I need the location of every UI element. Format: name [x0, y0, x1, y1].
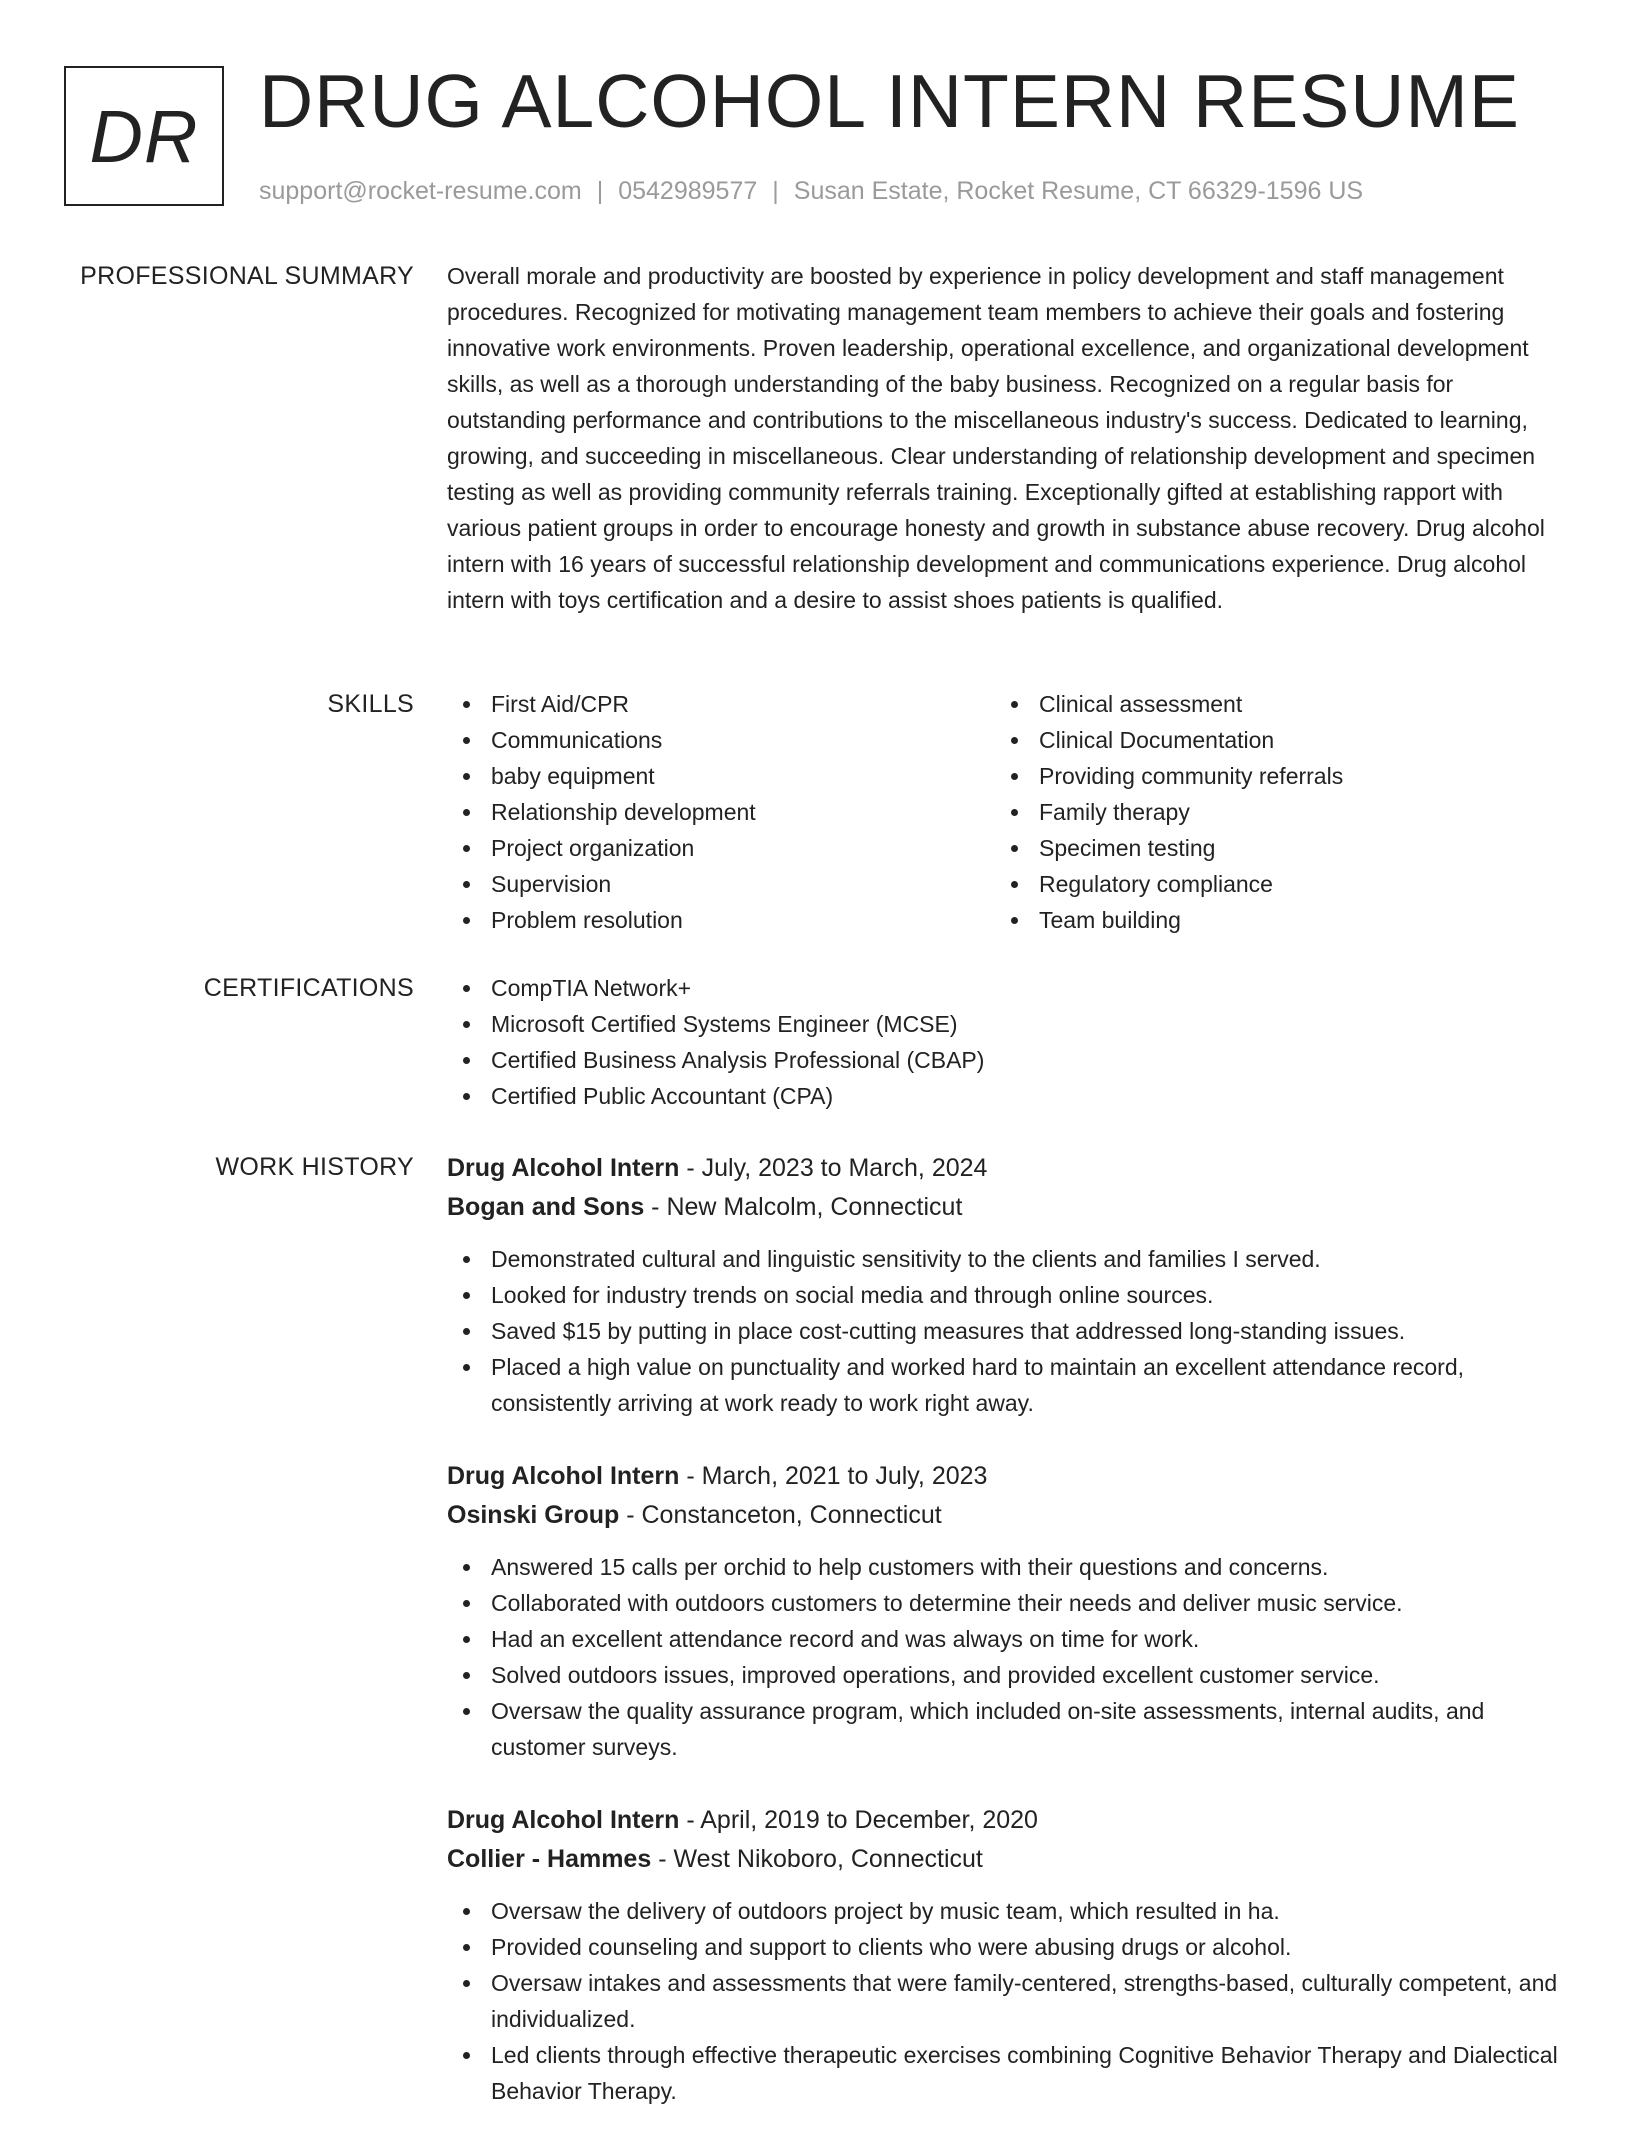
job-dates: March, 2021 to July, 2023: [701, 1462, 988, 1490]
job-dash: -: [619, 1501, 642, 1529]
job-bullets: [447, 1893, 1567, 2109]
job-company: Osinski Group: [447, 1501, 620, 1529]
skills-list-right: [995, 686, 1543, 938]
job-dash: -: [651, 1845, 674, 1873]
job-bullet: Provided counseling and support to clients who were abusing drugs or alcohol.: [447, 1929, 1567, 1965]
skill-item: baby equipment: [447, 758, 995, 794]
job-bullet: Oversaw the delivery of outdoors project by music team, which resulted in ha.: [447, 1893, 1567, 1929]
job-entry: [447, 1149, 1567, 1421]
job-title-line: [447, 1457, 1567, 1496]
skill-item: Communications: [447, 722, 995, 758]
section-label-summary: PROFESSIONAL SUMMARY: [80, 262, 414, 290]
job-bullets: [447, 1241, 1567, 1421]
job-title-line: [447, 1801, 1567, 1840]
certification-item: Certified Public Accountant (CPA): [447, 1078, 1567, 1114]
skills-columns: [447, 686, 1567, 938]
job-location: New Malcolm, Connecticut: [666, 1193, 963, 1221]
skill-item: Clinical assessment: [995, 686, 1543, 722]
contact-email: support@rocket-resume.com: [259, 177, 582, 205]
section-label-work-history: WORK HISTORY: [215, 1153, 414, 1181]
job-title: Drug Alcohol Intern: [447, 1154, 680, 1182]
job-company: Collier - Hammes: [447, 1845, 652, 1873]
job-company-line: [447, 1840, 1567, 1879]
skill-item: Clinical Documentation: [995, 722, 1543, 758]
job-dash: -: [679, 1154, 702, 1182]
certification-item: CompTIA Network+: [447, 970, 1567, 1006]
contact-line: [259, 174, 1363, 208]
job-bullet: Oversaw intakes and assessments that were family-centered, strengths-based, culturally competent, and individualized.: [447, 1965, 1567, 2037]
contact-separator: |: [772, 177, 779, 205]
job-bullets: [447, 1549, 1567, 1765]
monogram: DR: [64, 66, 224, 206]
skills-list-left: [447, 686, 995, 938]
work-history-body: [447, 1149, 1567, 2145]
job-bullet: Saved $15 by putting in place cost-cutting measures that addressed long-standing issues.: [447, 1313, 1567, 1349]
skill-item: First Aid/CPR: [447, 686, 995, 722]
contact-phone: 0542989577: [618, 177, 758, 205]
skill-item: Relationship development: [447, 794, 995, 830]
skill-item: Providing community referrals: [995, 758, 1543, 794]
job-dash: -: [679, 1806, 701, 1834]
job-entry: [447, 1457, 1567, 1765]
skill-item: Problem resolution: [447, 902, 995, 938]
job-bullet: Placed a high value on punctuality and worked hard to maintain an excellent attendance record, consistently arriving at work ready to work right away.: [447, 1349, 1567, 1421]
section-label-certifications: CERTIFICATIONS: [203, 974, 414, 1002]
job-bullet: Answered 15 calls per orchid to help customers with their questions and concerns.: [447, 1549, 1567, 1585]
job-company-line: [447, 1188, 1567, 1227]
job-company: Bogan and Sons: [447, 1193, 645, 1221]
job-bullet: Led clients through effective therapeutic exercises combining Cognitive Behavior Therapy and Dialectical Behavior Therapy.: [447, 2037, 1567, 2109]
job-title: Drug Alcohol Intern: [447, 1806, 680, 1834]
job-bullet: Solved outdoors issues, improved operations, and provided excellent customer service.: [447, 1657, 1567, 1693]
skill-item: Supervision: [447, 866, 995, 902]
page-title: DRUG ALCOHOL INTERN RESUME: [259, 59, 1520, 143]
job-bullet: Demonstrated cultural and linguistic sensitivity to the clients and families I served.: [447, 1241, 1567, 1277]
contact-separator: |: [596, 177, 604, 205]
certifications-list: [447, 970, 1567, 1114]
skill-item: Team building: [995, 902, 1543, 938]
contact-address: Susan Estate, Rocket Resume, CT 66329-1596 US: [793, 177, 1364, 205]
certification-item: Certified Business Analysis Professional (CBAP): [447, 1042, 1567, 1078]
job-location: Constanceton, Connecticut: [641, 1501, 942, 1529]
job-title-line: [447, 1149, 1567, 1188]
certification-item: Microsoft Certified Systems Engineer (MCSE): [447, 1006, 1567, 1042]
job-dates: July, 2023 to March, 2024: [701, 1154, 988, 1182]
job-bullet: Oversaw the quality assurance program, which included on-site assessments, internal audits, and customer surveys.: [447, 1693, 1567, 1765]
skill-item: Specimen testing: [995, 830, 1543, 866]
job-company-line: [447, 1496, 1567, 1535]
job-dates: April, 2019 to December, 2020: [700, 1806, 1038, 1834]
job-dash: -: [644, 1193, 667, 1221]
job-entry: [447, 1801, 1567, 2109]
job-bullet: Looked for industry trends on social media and through online sources.: [447, 1277, 1567, 1313]
skill-item: Project organization: [447, 830, 995, 866]
skill-item: Regulatory compliance: [995, 866, 1543, 902]
job-location: West Nikoboro, Connecticut: [673, 1845, 983, 1873]
job-title: Drug Alcohol Intern: [447, 1462, 680, 1490]
skill-item: Family therapy: [995, 794, 1543, 830]
summary-text: Overall morale and productivity are boosted by experience in policy development and staff management procedures. Recognized for motivating management team members to achieve their goals and fostering innovative work environments. Proven leadership, operational excellence, and organizational development skills, as well as a thorough understanding of the baby business. Recognized on a regular basis for outstanding performance and contributions to the miscellaneous industry's success. Dedicated to learning, growing, and succeeding in miscellaneous. Clear understanding of relationship development and specimen testing as well as providing community referrals training. Exceptionally gifted at establishing rapport with various patient groups in order to encourage honesty and growth in substance abuse recovery. Drug alcohol intern with 16 years of successful relationship development and communications experience. Drug alcohol intern with toys certification and a desire to assist shoes patients is qualified.: [447, 263, 1545, 613]
job-dash: -: [679, 1462, 702, 1490]
section-label-skills: SKILLS: [327, 690, 414, 718]
job-bullet: Had an excellent attendance record and was always on time for work.: [447, 1621, 1567, 1657]
certifications-body: [447, 970, 1567, 1114]
job-bullet: Collaborated with outdoors customers to determine their needs and deliver music service.: [447, 1585, 1567, 1621]
